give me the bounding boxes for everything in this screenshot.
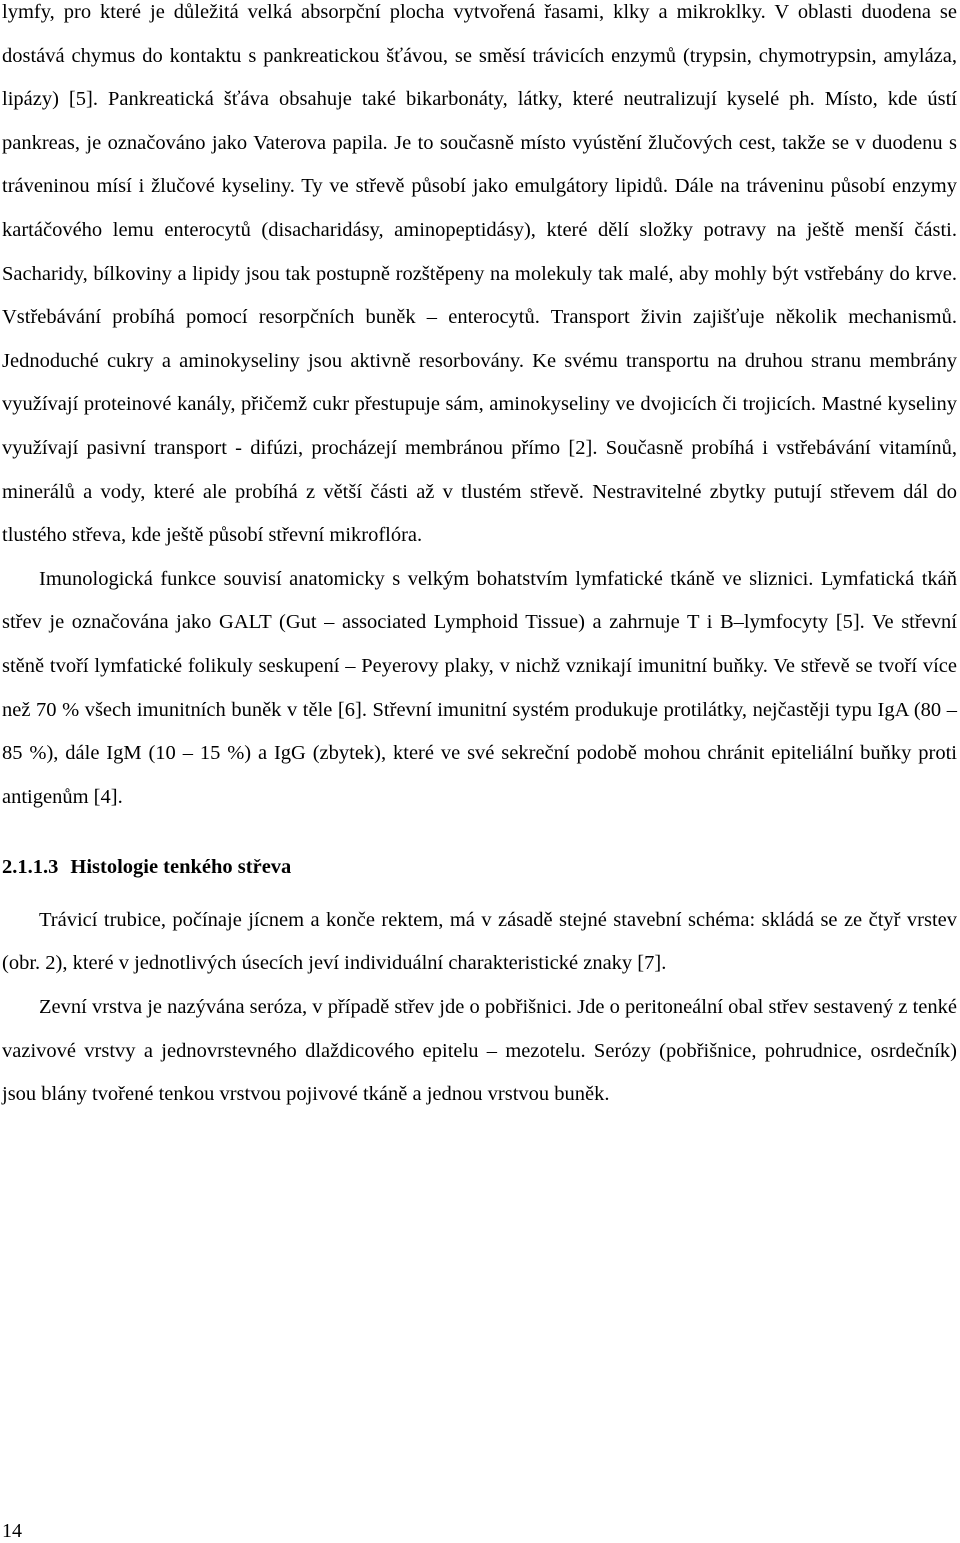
paragraph-digestion: lymfy, pro které je důležitá velká absorpční plocha vytvořená řasami, klky a mikroklky. V oblasti duodena se dostává chymus do kontaktu s pankreatickou šťávou, se směsí trávicích enzymů (trypsin, chymotrypsin, amyláza, lipázy) [5]. Pankreatická šťáva obsahuje také bikarbonáty, látky, které neutralizují kyselé ph. Místo, kde ústí pankreas, je označováno jako Vaterova papila. Je to současně místo vyústění žlučových cest, takže se v duodenu s tráveninou mísí i žlučové kyseliny. Ty ve střevě působí jako emulgátory lipidů. Dále na tráveninu působí enzymy kartáčového lemu enterocytů (disacharidásy, aminopeptidásy), které dělí složky potravy na ještě menší části. Sacharidy, bílkoviny a lipidy jsou tak postupně rozštěpeny na molekuly tak malé, aby mohly být vstřebány do krve. Vstřebávání probíhá pomocí resorpčních buněk – enterocytů. Transport živin zajišťuje několik mechanismů. Jednoduché cukry a aminokyseliny jsou aktivně resorbovány. Ke svému transportu na druhou stranu membrány využívají proteinové kanály, přičemž cukr přestupuje sám, aminokyseliny ve dvojicích či trojicích. Mastné kyseliny využívají pasivní transport - difúzi, procházejí membránou přímo [2]. Současně probíhá i vstřebávání vitamínů, minerálů a vody, které ale probíhá z větší části až v tlustém střevě. Nestravitelné zbytky putují střevem dál do tlustého střeva, kde ještě působí střevní mikroflóra. [2, 1, 957, 547]
paragraph-serosa: Zevní vrstva je nazývána seróza, v případě střev jde o pobřišnici. Jde o peritoneální obal střev sestavený z tenké vazivové vrstvy a jednovrstevného dlaždicového epitelu – mezotelu. Serózy (pobřišnice, pohrudnice, osrdečník) jsou blány tvořené tenkou vrstvou pojivové tkáně a jednou vrstvou buněk. [2, 996, 957, 1106]
document-page [2, 0, 957, 1117]
page-number: 14 [2, 1520, 22, 1542]
paragraph-immunology: Imunologická funkce souvisí anatomicky s velkým bohatstvím lymfatické tkáně ve sliznici. Lymfatická tkáň střev je označována jako GALT (Gut – associated Lymphoid Tissue) a zahrnuje T i B–lymfocyty [5]. Ve střevní stěně tvoří lymfatické folikuly seskupení – Peyerovy plaky, v nichž vznikají imunitní buňky. Ve střevě se tvoří více než 70 % všech imunitních buněk v těle [6]. Střevní imunitní systém produkuje protilátky, nejčastěji typu IgA (80 – 85 %), dále IgM (10 – 15 %) a IgG (zbytek), které ve své sekreční podobě mohou chránit epiteliální buňky proti antigenům [4]. [2, 567, 957, 808]
section-title: Histologie tenkého střeva [70, 856, 292, 879]
section-heading [2, 846, 957, 890]
paragraph-structure: Trávicí trubice, počínaje jícnem a konče rektem, má v zásadě stejné stavební schéma: skládá se ze čtyř vrstev (obr. 2), které v jednotlivých úsecích jeví individuální charakteristické znaky [7]. [2, 908, 957, 975]
section-number: 2.1.1.3 [2, 856, 59, 879]
